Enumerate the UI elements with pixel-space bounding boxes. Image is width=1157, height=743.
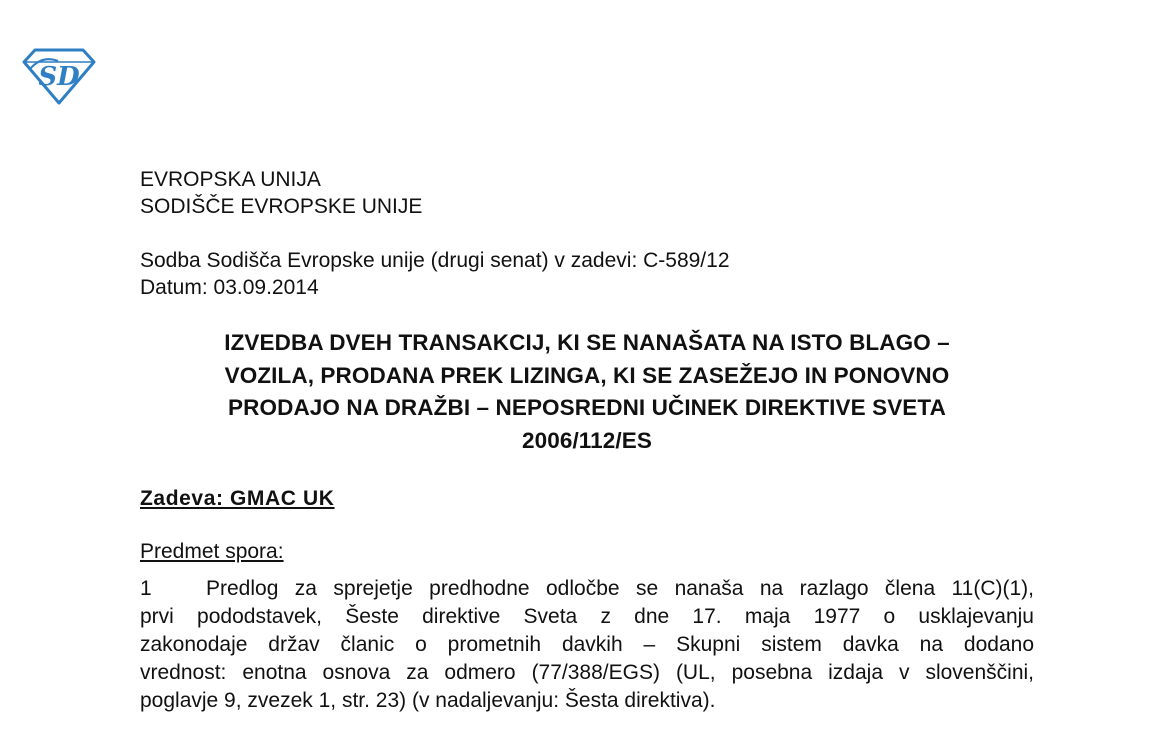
document-title: [140, 327, 1034, 457]
logo-text: SD: [38, 62, 80, 92]
case-line: Sodba Sodišča Evropske unije (drugi senat) v zadevi: C-589/12: [140, 249, 730, 272]
title-line-2: VOZILA, PRODANA PREK LIZINGA, KI SE ZASEŽEJO IN PONOVNO: [224, 362, 950, 388]
title-line-3: PRODAJO NA DRAŽBI – NEPOSREDNI UČINEK DIREKTIVE SVETA: [228, 395, 946, 420]
paragraph-line-3: zakonodaje držav članic o prometnih davkih – Skupni sistem davka na dodano: [140, 633, 1034, 656]
institution-block: [140, 166, 1034, 220]
case-info-block: [140, 247, 1034, 301]
paragraph-1: [140, 575, 1034, 715]
sd-diamond-logo-icon: [22, 47, 96, 105]
document-page: [140, 166, 1034, 715]
title-line-1: IZVEDBA DVEH TRANSAKCIJ, KI SE NANAŠATA NA ISTO BLAGO –: [224, 330, 950, 355]
date-line: Datum: 03.09.2014: [140, 276, 319, 299]
title-line-4: 2006/112/ES: [522, 427, 652, 453]
paragraph-number: 1: [140, 577, 152, 600]
dispute-heading: Predmet spora:: [140, 540, 284, 563]
institution-line-2: SODIŠČE EVROPSKE UNIJE: [140, 195, 423, 218]
paragraph-line-4: vrednost: enotna osnova za odmero (77/388/EGS) (UL, posebna izdaja v slovenščini,: [140, 661, 1034, 684]
paragraph-line-5: poglavje 9, zvezek 1, str. 23) (v nadaljevanju: Šesta direktiva).: [140, 689, 716, 712]
institution-line-1: EVROPSKA UNIJA: [140, 168, 321, 191]
paragraph-line-1-text: Predlog za sprejetje predhodne odločbe se nanaša na razlago člena 11(C)(1),: [206, 577, 1034, 600]
paragraph-line-2: prvi pododstavek, Šeste direktive Sveta z dne 17. maja 1977 o usklajevanju: [140, 605, 1034, 628]
subject-heading: Zadeva: GMAC UK: [140, 487, 335, 510]
paragraph-line-1: [140, 575, 1034, 603]
sd-logo: [22, 47, 96, 105]
